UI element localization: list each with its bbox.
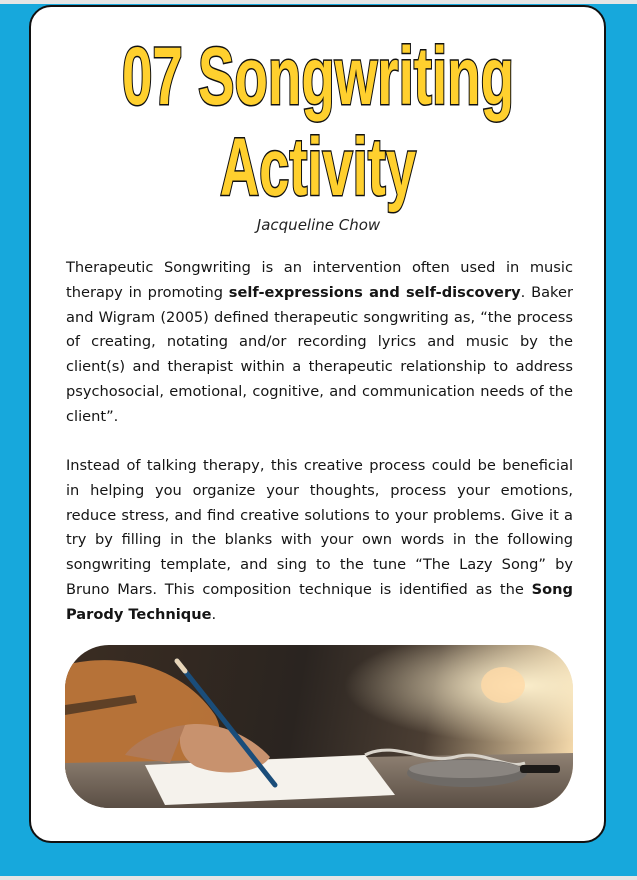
- bottom-border-strip: [0, 876, 637, 880]
- title-line-1: 07 Songwriting: [122, 31, 514, 122]
- lamp-glow: [481, 667, 525, 703]
- intro-bold-phrase: self-expressions and self-discovery: [228, 283, 521, 301]
- instructions-text-2: .: [211, 605, 217, 623]
- intro-paragraph: [66, 256, 573, 430]
- instructions-paragraph: [66, 454, 573, 628]
- intro-text-1: Therapeutic Songwriting is an intervention often used in music therapy in promoting: [66, 259, 573, 301]
- songwriting-photo: [65, 645, 573, 808]
- intro-text-2: . Baker and Wigram (2005) defined therapeutic songwriting as, “the process of creating, notating and/or recording lyrics and music by the client(s) and therapist within a therapeutic relationship to address psychosocial, emotional, cognitive, and communication needs of the client”.: [66, 283, 573, 425]
- title-block: [0, 0, 637, 220]
- instructions-text-1: Instead of talking therapy, this creative process could be beneficial in helping you organize your thoughts, process your emotions, reduce stress, and find creative solutions to your problems. Give it a try by filling in the blanks with your own words in the following songwriting template, and sing to the tune “The Lazy Song” by Bruno Mars. This composition technique is identified as the: [66, 457, 573, 598]
- technique-name: Song Parody Technique: [66, 580, 573, 623]
- photo-illustration: [65, 645, 573, 808]
- author-name: Jacqueline Chow: [256, 216, 381, 234]
- title-line-2: Activity: [220, 122, 417, 213]
